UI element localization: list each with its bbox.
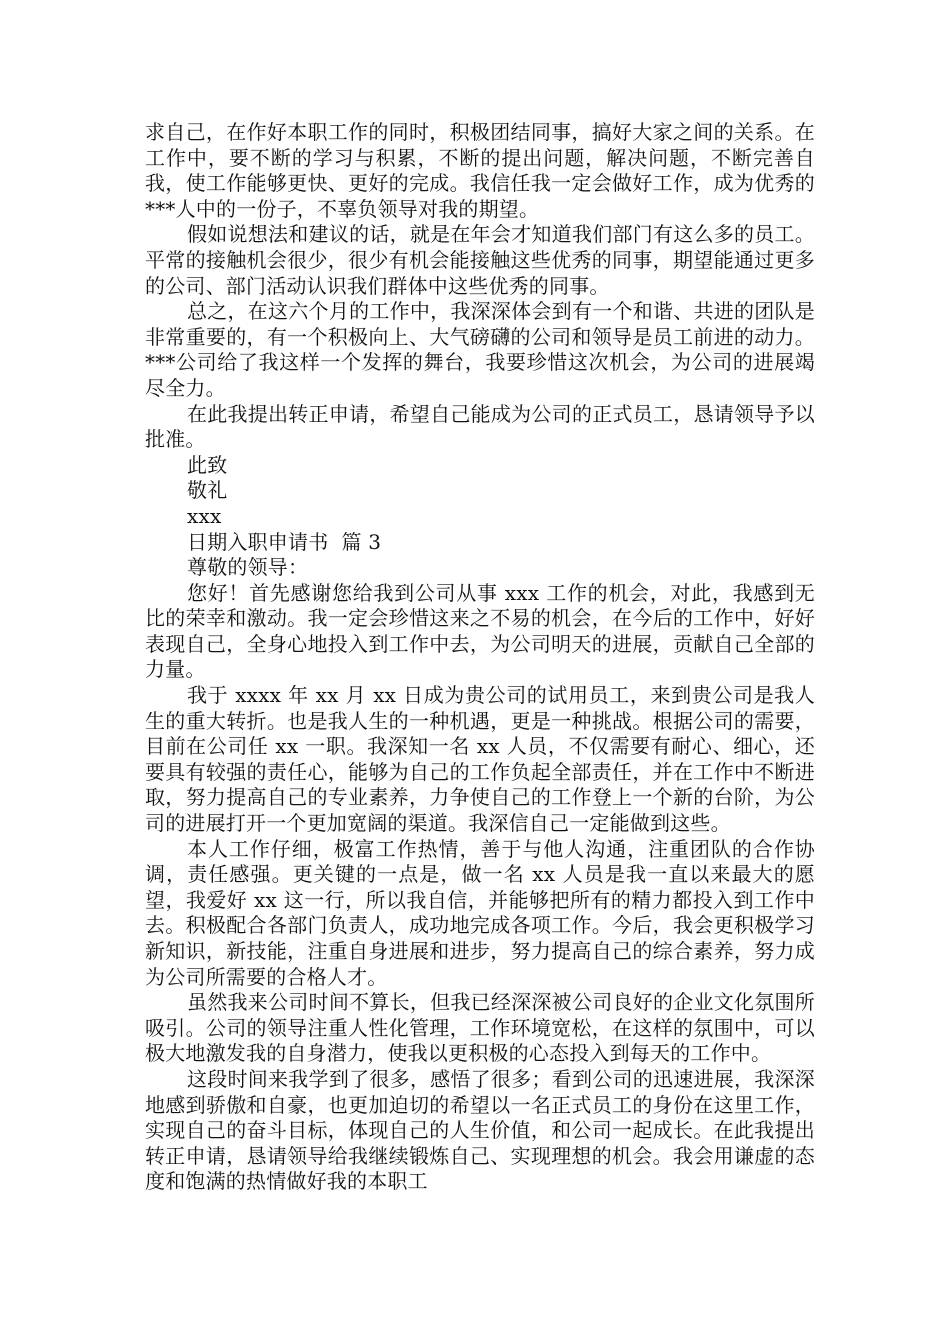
paragraph-suggestions: 假如说想法和建议的话，就是在年会才知道我们部门有这么多的员工。平常的接触机会很少，很少有机会能接触这些优秀的同事，期望能通过更多的公司、部门活动认识我们群体中这些优秀的同事。: [145, 222, 815, 298]
paragraph-request: 在此我提出转正申请，希望自己能成为公司的正式员工，恳请领导予以批准。: [145, 401, 815, 452]
paragraph-thanks: 您好！首先感谢您给我到公司从事 xxx 工作的机会，对此，我感到无比的荣幸和激动。我一定会珍惜这来之不易的机会，在今后的工作中，好好表现自己，全身心地投入到工作中去，为公司明天的进展，贡献自己全部的力量。: [145, 580, 815, 682]
signature: xxx: [187, 503, 222, 528]
paragraph-continuation: 求自己，在作好本职工作的同时，积极团结同事，搞好大家之间的关系。在工作中，要不断的学习与积累，不断的提出问题，解决问题，不断完善自我，使工作能够更快、更好的完成。我信任我一定会做好工作，成为优秀的***人中的一份子，不辜负领导对我的期望。: [145, 120, 815, 221]
paragraph-qualities: 本人工作仔细，极富工作热情，善于与他人沟通，注重团队的合作协调，责任感强。更关键的一点是，做一名 xx 人员是我一直以来最大的愿望，我爱好 xx 这一行，所以我自信，并能够把所有的精力都投入到工作中去。积极配合各部门负责人，成功地完成各项工作。今后，我会更积极学习新知识，新技能，注重自身进展和进步，努力提高自己的综合素养，努力成为公司所需要的合格人才。: [145, 836, 815, 989]
closing-greeting: 此致: [187, 452, 228, 477]
closing-salute: 敬礼: [187, 478, 228, 503]
paragraph-culture: 虽然我来公司时间不算长，但我已经深深被公司良好的企业文化氛围所吸引。公司的领导注重人性化管理，工作环境宽松，在这样的氛围中，可以极大地激发我的自身潜力，使我以更积极的心态投入到每天的工作中。: [145, 990, 815, 1066]
document-body: [145, 120, 815, 1195]
salutation: 尊敬的领导：: [187, 555, 309, 580]
paragraph-summary: 总之，在这六个月的工作中，我深深体会到有一个和谐、共进的团队是非常重要的，有一个积极向上、大气磅礴的公司和领导是员工前进的动力。***公司给了我这样一个发挥的舞台，我要珍惜这次机会，为公司的进展竭尽全力。: [145, 299, 815, 400]
paragraph-probation: 我于 xxxx 年 xx 月 xx 日成为贵公司的试用员工，来到贵公司是我人生的重大转折。也是我人生的一种机遇，更是一种挑战。根据公司的需要，目前在公司任 xx 一职。我深知一名 xx 人员，不仅需要有耐心、细心，还要具有较强的责任心，能够为自己的工作负起全部责任，并在工作中不断进取，努力提高自己的专业素养，力争使自己的工作登上一个新的台阶，为公司的进展打开一个更加宽阔的渠道。我深信自己一定能做到这些。: [145, 683, 815, 836]
section-title: 日期入职申请书 篇 3: [187, 529, 382, 554]
paragraph-growth: 这段时间来我学到了很多，感悟了很多；看到公司的迅速进展，我深深地感到骄傲和自豪，也更加迫切的希望以一名正式员工的身份在这里工作，实现自己的奋斗目标，体现自己的人生价值，和公司一起成长。在此我提出转正申请，恳请领导给我继续锻炼自己、实现理想的机会。我会用谦虚的态度和饱满的热情做好我的本职工: [145, 1066, 815, 1194]
